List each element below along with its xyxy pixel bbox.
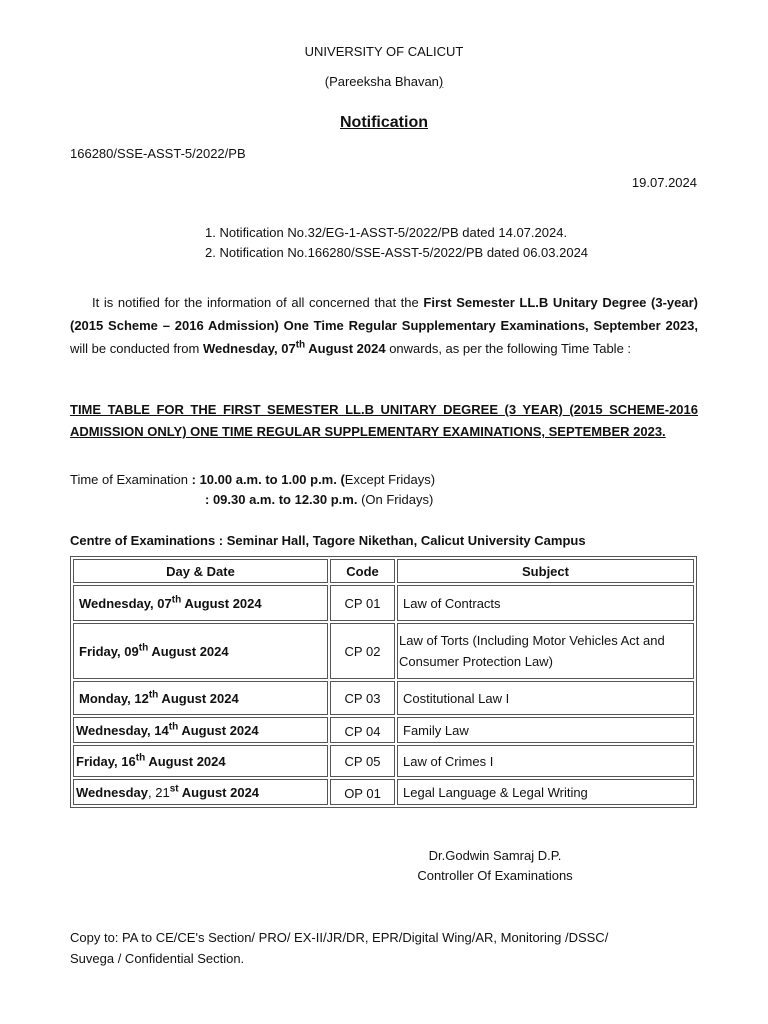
subject-cell: Family Law (397, 717, 694, 743)
day-date-cell: Monday, 12th August 2024 (73, 681, 328, 715)
signatory-designation: Controller Of Examinations (417, 868, 573, 883)
day-date-cell: Wednesday, 21st August 2024 (73, 779, 328, 805)
code-cell: CP 02 (330, 623, 395, 679)
signatory-name: Dr.Godwin Samraj D.P. (428, 848, 562, 863)
code-cell: CP 05 (330, 745, 395, 777)
code-cell: OP 01 (330, 779, 395, 805)
header-day-date: Day & Date (73, 559, 328, 583)
table-row (73, 779, 694, 805)
day-date-cell: Friday, 16th August 2024 (73, 745, 328, 777)
header-code: Code (330, 559, 395, 583)
code-cell: CP 03 (330, 681, 395, 715)
table-row (73, 745, 694, 777)
timetable (70, 556, 697, 808)
reference-item: 1. Notification No.32/EG-1-ASST-5/2022/PB dated 14.07.2024. (205, 225, 568, 240)
time-of-examination-fridays: : 09.30 a.m. to 12.30 p.m. (On Fridays) (205, 492, 434, 507)
page-title: Notification (340, 114, 428, 131)
subject-cell: Law of Crimes I (397, 745, 694, 777)
copy-to (70, 927, 608, 969)
subject-cell: Law of Contracts (397, 585, 694, 621)
intro-paragraph: It is notified for the information of all concerned that the First Semester LL.B Unitary Degree (3-year) (2015 Scheme – 2016 Admission) One Time Regular Supplementary Examinations, September 2023, will be conducted from Wednesday, 07th August 2024 onwards, as per the following Time Table : (70, 295, 699, 356)
examination-centre: Centre of Examinations : Seminar Hall, Tagore Nikethan, Calicut University Campus (70, 533, 586, 548)
signature-block (410, 846, 580, 886)
reference-item: 2. Notification No.166280/SSE-ASST-5/2022/PB dated 06.03.2024 (205, 245, 589, 260)
table-row (73, 717, 694, 743)
reference-number: 166280/SSE-ASST-5/2022/PB (70, 146, 246, 161)
subject-cell: Legal Language & Legal Writing (397, 779, 694, 805)
notification-date: 19.07.2024 (631, 175, 697, 190)
copy-to-line: Copy to: PA to CE/CE's Section/ PRO/ EX-II/JR/DR, EPR/Digital Wing/AR, Monitoring /DSSC/ (70, 930, 609, 945)
office-name: (Pareeksha Bhavan) (324, 74, 444, 89)
header-subject: Subject (397, 559, 694, 583)
day-date-cell: Wednesday, 14th August 2024 (73, 717, 328, 743)
code-cell: CP 01 (330, 585, 395, 621)
copy-to-line: Suvega / Confidential Section. (70, 951, 245, 966)
table-header-row (73, 559, 694, 583)
timetable-title: TIME TABLE FOR THE FIRST SEMESTER LL.B UNITARY DEGREE (3 YEAR) (2015 SCHEME-2016 ADMISSION ONLY) ONE TIME REGULAR SUPPLEMENTARY EXAMINATIONS, SEPTEMBER 2023. (70, 402, 698, 439)
time-of-examination: Time of Examination : 10.00 a.m. to 1.00 p.m. (Except Fridays) (70, 472, 436, 487)
day-date-cell: Friday, 09th August 2024 (73, 623, 328, 679)
day-date-cell: Wednesday, 07th August 2024 (73, 585, 328, 621)
table-row (73, 585, 694, 621)
table-row (73, 681, 694, 715)
references-list (205, 223, 588, 263)
table-row (73, 623, 694, 679)
subject-cell: Law of Torts (Including Motor Vehicles Act and Consumer Protection Law) (397, 623, 694, 679)
subject-cell: Costitutional Law I (397, 681, 694, 715)
university-name: UNIVERSITY OF CALICUT (304, 44, 464, 59)
code-cell: CP 04 (330, 717, 395, 743)
